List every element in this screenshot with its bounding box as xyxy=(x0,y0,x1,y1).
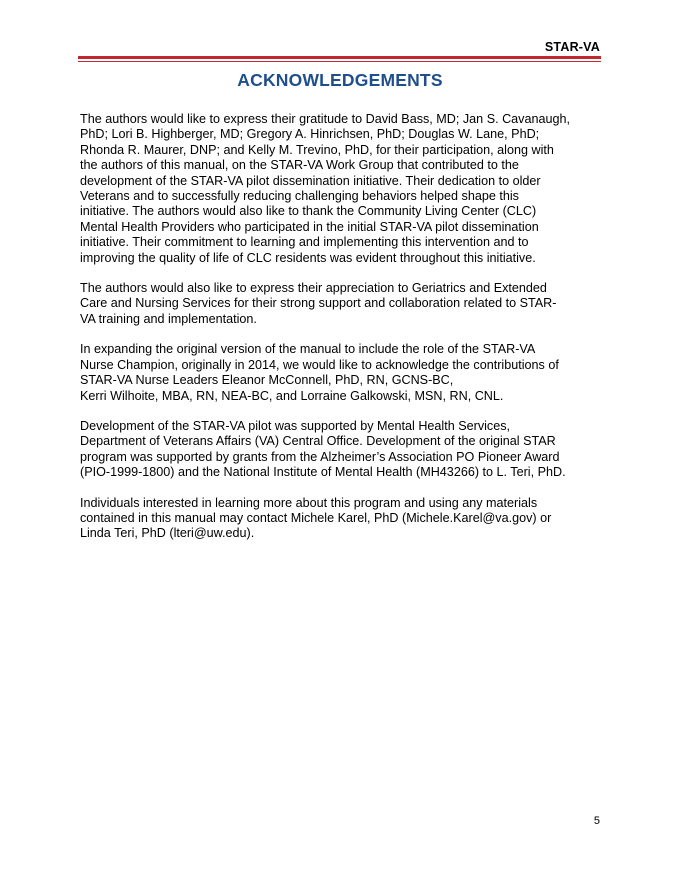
text-line: STAR-VA Nurse Leaders Eleanor McConnell, PhD, RN, GCNS-BC, xyxy=(80,373,454,388)
running-header: STAR-VA xyxy=(544,40,600,54)
text-line: Development of the STAR-VA pilot was supported by Mental Health Services, xyxy=(80,418,511,433)
header-rule-thick xyxy=(78,56,601,59)
text-line: Individuals interested in learning more about this program and using any materials xyxy=(80,495,538,510)
text-line: initiative. The authors would also like to thank the Community Living Center (CLC) xyxy=(80,204,537,219)
text-line: The authors would like to express their gratitude to David Bass, MD; Jan S. Cavanaugh, xyxy=(80,112,571,126)
paragraph-contact xyxy=(80,496,605,542)
text-line: Mental Health Providers who participated in the initial STAR-VA pilot dissemination xyxy=(80,219,539,234)
text-line: development of the STAR-VA pilot dissemination initiative. Their dedication to older xyxy=(80,173,541,188)
text-line: Rhonda R. Maurer, DNP; and Kelly M. Trevino, PhD, for their participation, along with xyxy=(80,142,554,157)
text-line: Nurse Champion, originally in 2014, we would like to acknowledge the contributions of xyxy=(80,357,559,372)
text-line: program was supported by grants from the Alzheimer’s Association PO Pioneer Award xyxy=(80,449,560,464)
text-line: Department of Veterans Affairs (VA) Central Office. Development of the original STAR xyxy=(80,434,556,449)
text-line: PhD; Lori B. Highberger, MD; Gregory A. Hinrichsen, PhD; Douglas W. Lane, PhD; xyxy=(80,127,540,142)
text-line: contained in this manual may contact Michele Karel, PhD (Michele.Karel@va.gov) or xyxy=(80,510,552,525)
text-line: VA training and implementation. xyxy=(80,311,257,326)
body-text xyxy=(80,112,605,557)
text-line: The authors would also like to express their appreciation to Geriatrics and Extended xyxy=(80,281,547,296)
text-line: Linda Teri, PhD (lteri@uw.edu). xyxy=(80,526,255,541)
paragraph-gratitude xyxy=(80,112,605,266)
text-line: (PIO-1999-1800) and the National Institute of Mental Health (MH43266) to L. Teri, PhD. xyxy=(80,465,566,480)
paragraph-nurse-champion xyxy=(80,342,605,404)
header-rule-thin xyxy=(78,61,601,62)
text-line: initiative. Their commitment to learning and implementing this intervention and to xyxy=(80,235,529,250)
text-line: Kerri Wilhoite, MBA, RN, NEA-BC, and Lorraine Galkowski, MSN, RN, CNL. xyxy=(80,388,504,403)
paragraph-funding xyxy=(80,419,605,481)
page-number: 5 xyxy=(593,815,600,827)
text-line: In expanding the original version of the manual to include the role of the STAR-VA xyxy=(80,342,536,357)
text-line: improving the quality of life of CLC residents was evident throughout this initiative. xyxy=(80,250,536,265)
text-line: Care and Nursing Services for their strong support and collaboration related to STAR- xyxy=(80,296,557,311)
page-title: ACKNOWLEDGEMENTS xyxy=(237,70,443,90)
paragraph-appreciation xyxy=(80,281,605,327)
text-line: Veterans and to successfully reducing challenging behaviors helped shape this xyxy=(80,189,519,204)
text-line: the authors of this manual, on the STAR-VA Work Group that contributed to the xyxy=(80,158,519,173)
